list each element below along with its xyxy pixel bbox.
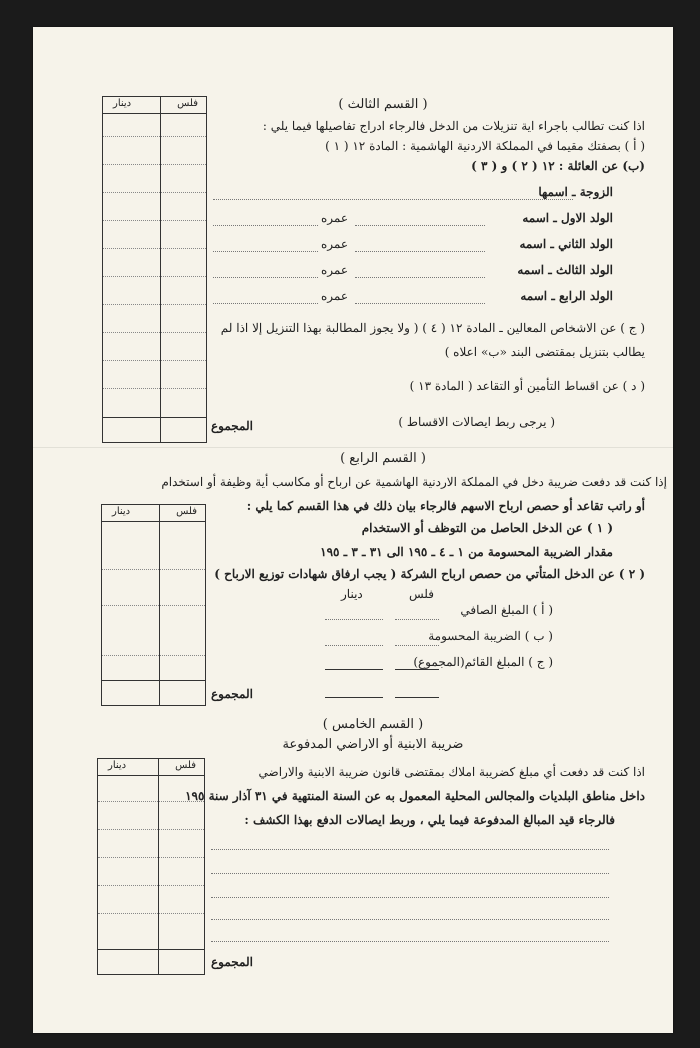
sub-dinar-header: دينار: [341, 587, 363, 601]
net-fils-line: [395, 619, 439, 620]
fils-header: فلس: [176, 506, 197, 517]
child-2-label: الولد الثاني ـ اسمه: [519, 237, 613, 251]
child-3-age-label: عمره: [320, 263, 348, 277]
child-2-age-line: [213, 251, 318, 252]
total-label-1: المجموع: [211, 419, 253, 433]
child-2-age-label: عمره: [320, 237, 348, 251]
item-b-family: (ب) عن العائلة : ١٢ ( ٢ ) و ( ٣ ): [471, 159, 645, 173]
child-4-label: الولد الرابع ـ اسمه: [520, 289, 613, 303]
child-1-age-label: عمره: [320, 211, 348, 225]
gross-amount-label: ( ج ) المبلغ القائم(المجموع): [413, 655, 553, 669]
dinar-header: دينار: [112, 506, 131, 517]
item-c-dependents-cont: يطالب بتنزيل بمقتضى البند «ب» اعلاه ): [444, 345, 645, 359]
amount-table-section-5: [97, 758, 205, 975]
total-label-3: المجموع: [211, 955, 253, 969]
child-4-age-line: [213, 303, 318, 304]
form-page: [33, 27, 673, 1033]
child-1-age-line: [213, 225, 318, 226]
gross-dinar-total-line: [325, 697, 383, 698]
table-header: [102, 505, 205, 522]
section-4-line-1: إذا كنت قد دفعت ضريبة دخل في المملكة الاردنية الهاشمية عن ارباح أو مكاسب أية وظيفة أو استخدام: [161, 475, 667, 489]
net-amount-label: ( أ ) المبلغ الصافي: [460, 603, 553, 617]
child-1-name-line: [355, 225, 485, 226]
wife-label: الزوجة ـ اسمها: [538, 185, 613, 199]
table-header: [103, 97, 206, 114]
gross-fils-line: [395, 669, 439, 670]
gross-dinar-line: [325, 669, 383, 670]
total-label-2: المجموع: [211, 687, 253, 701]
entry-line-2: [211, 873, 609, 874]
fils-header: فلس: [175, 760, 196, 771]
amount-table-section-3: [102, 96, 207, 443]
dinar-header: دينار: [108, 760, 127, 771]
entry-line-4: [211, 919, 609, 920]
item-d-insurance: ( د ) عن اقساط التأمين أو التقاعد ( المادة ١٣ ): [409, 379, 645, 393]
net-dinar-line: [325, 619, 383, 620]
sub-fils-header: فلس: [409, 587, 435, 601]
child-3-age-line: [213, 277, 318, 278]
entry-line-1: [211, 849, 609, 850]
item-2-dividends: ( ٢ ) عن الدخل المتأتي من حصص ارباح الشركة ( يجب ارفاق شهادات توزيع الارباح ): [214, 567, 645, 581]
wife-name-line: [213, 199, 573, 200]
gross-fils-total-line: [395, 697, 439, 698]
deducted-dinar-line: [325, 645, 383, 646]
child-4-name-line: [355, 303, 485, 304]
deducted-tax-label: ( ب ) الضريبة المحسومة: [428, 629, 553, 643]
deducted-fils-line: [395, 645, 439, 646]
child-4-age-label: عمره: [320, 289, 348, 303]
child-2-name-line: [355, 251, 485, 252]
child-3-name-line: [355, 277, 485, 278]
section-3-intro: اذا كنت تطالب باجراء اية تنزيلات من الدخل فالرجاء ادراج تفاصيلها فيما يلي :: [262, 119, 645, 133]
section-5-line-2: داخل مناطق البلديات والمجالس المحلية المعمول به عن السنة المنتهية في ٣١ آذار سنة ١٩٥: [185, 789, 645, 803]
section-3-title: ( القسم الثالث ): [338, 97, 428, 112]
section-5-subtitle: ضريبة الابنية أو الاراضي المدفوعة: [282, 737, 464, 752]
receipts-note: ( يرجى ربط ايصالات الاقساط ): [398, 415, 555, 429]
item-c-dependents: ( ج ) عن الاشخاص المعالين ـ المادة ١٢ ( ٤ ) ( ولا يجوز المطالبة بهذا التنزيل إلا اذا لم: [220, 321, 645, 335]
child-1-label: الولد الاول ـ اسمه: [522, 211, 613, 225]
section-5-title: ( القسم الخامس ): [322, 717, 424, 732]
tax-deducted-period: مقدار الضريبة المحسومة من ١ ـ ٤ ـ ١٩٥ الى ٣١ ـ ٣ ـ ١٩٥: [320, 545, 613, 559]
dinar-header: دينار: [113, 98, 132, 109]
section-4-line-2: أو راتب تقاعد أو حصص ارباح الاسهم فالرجاء بيان ذلك في هذا القسم كما يلي :: [246, 499, 645, 513]
amount-table-section-4: [101, 504, 206, 706]
section-4-title: ( القسم الرابع ): [340, 451, 426, 466]
section-5-line-3: فالرجاء قيد المبالغ المدفوعة فيما يلي ، وربط ايصالات الدفع بهذا الكشف :: [244, 813, 615, 827]
entry-line-3: [211, 897, 609, 898]
fils-header: فلس: [177, 98, 198, 109]
fold-line: [33, 447, 673, 448]
child-3-label: الولد الثالث ـ اسمه: [517, 263, 613, 277]
table-header: [98, 759, 204, 776]
item-1-employment: ( ١ ) عن الدخل الحاصل من التوظف أو الاستخدام: [361, 521, 613, 535]
entry-line-5: [211, 941, 609, 942]
section-5-line-1: اذا كنت قد دفعت أي مبلغ كضريبة املاك بمقتضى قانون ضريبة الابنية والاراضي: [258, 765, 645, 779]
item-a-resident: ( أ ) بصفتك مقيما في المملكة الاردنية الهاشمية : المادة ١٢ ( ١ ): [325, 139, 645, 153]
